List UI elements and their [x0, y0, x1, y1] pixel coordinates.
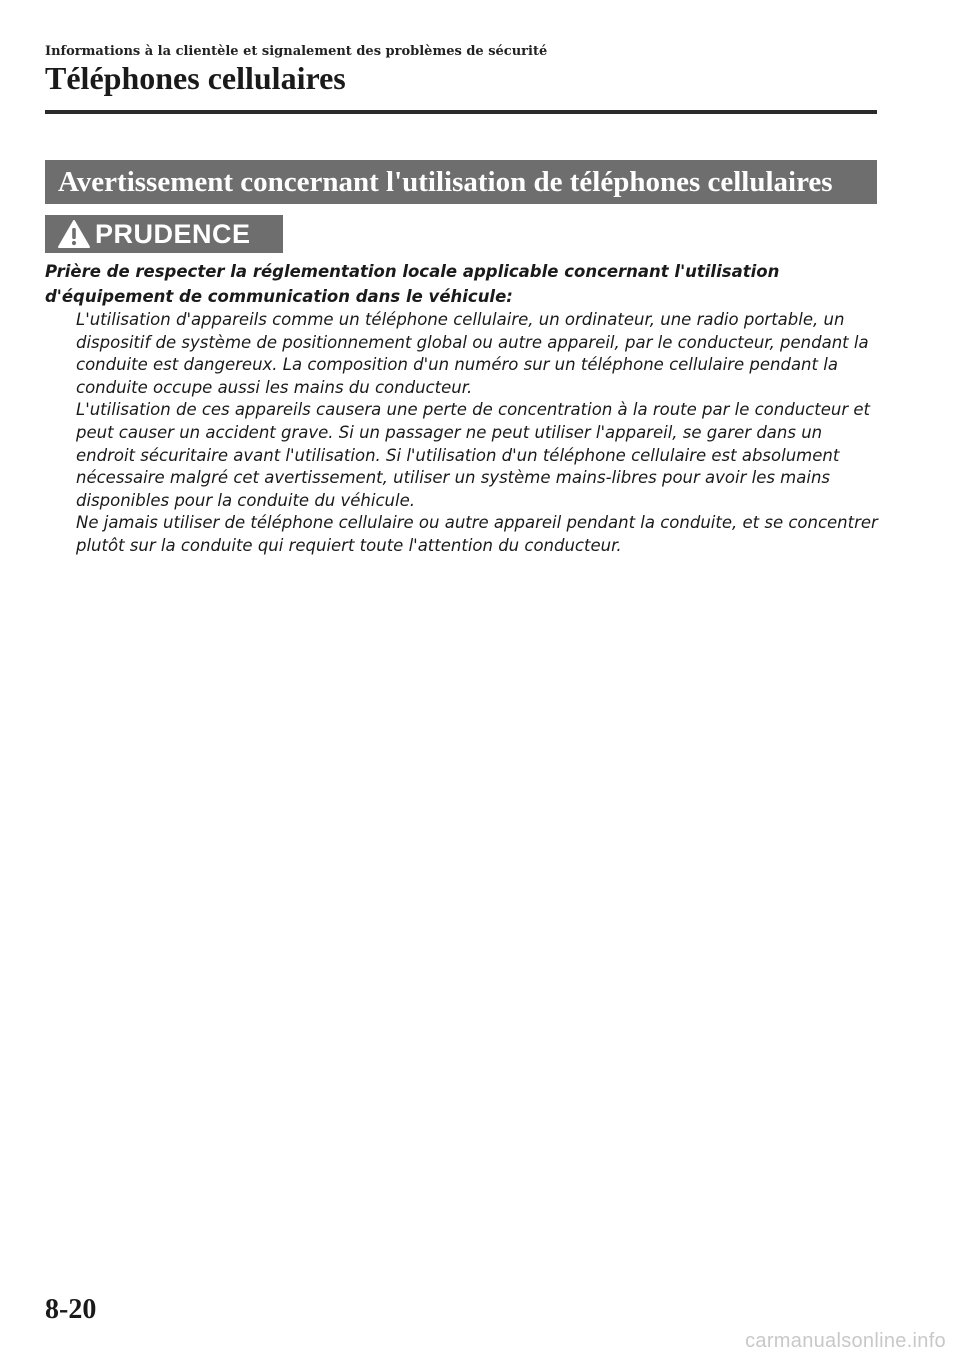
- breadcrumb: Informations à la clientèle et signalement des problèmes de sécurité: [45, 44, 548, 59]
- watermark: carmanualsonline.info: [745, 1330, 946, 1352]
- title-divider: [45, 110, 877, 114]
- page-title: Téléphones cellulaires: [45, 60, 346, 96]
- caution-label: PRUDENCE: [95, 218, 251, 249]
- warning-paragraph: L'utilisation de ces appareils causera une perte de concentration à la route par le conducteur et peut causer un accident grave. Si un passager ne peut utiliser l'appareil, se garer dans un endroit sécuritaire avant l'utilisation. Si l'utilisation d'un téléphone cellulaire est absolument nécessaire malgré cet avertissement, utiliser un système mains-libres pour avoir les mains disponibles pour la conduite du véhicule.: [76, 400, 870, 510]
- page-number: 8-20: [45, 1294, 97, 1325]
- warning-paragraph: Ne jamais utiliser de téléphone cellulaire ou autre appareil pendant la conduite, et se concentrer plutôt sur la conduite qui requiert toute l'attention du conducteur.: [76, 513, 878, 555]
- caution-badge: [45, 215, 283, 253]
- section-heading: Avertissement concernant l'utilisation de téléphones cellulaires: [45, 160, 877, 204]
- warning-paragraph: L'utilisation d'appareils comme un téléphone cellulaire, un ordinateur, une radio portable, un dispositif de système de positionnement global ou autre appareil, par le conducteur, pendant la conduite est dangereux. La composition d'un numéro sur un téléphone cellulaire pendant la conduite occupe aussi les mains du conducteur.: [76, 310, 869, 397]
- warning-triangle-icon: [57, 219, 91, 249]
- warning-body: [76, 309, 881, 558]
- warning-intro: Prière de respecter la réglementation locale applicable concernant l'utilisation d'équipement de communication dans le véhicule:: [45, 262, 780, 306]
